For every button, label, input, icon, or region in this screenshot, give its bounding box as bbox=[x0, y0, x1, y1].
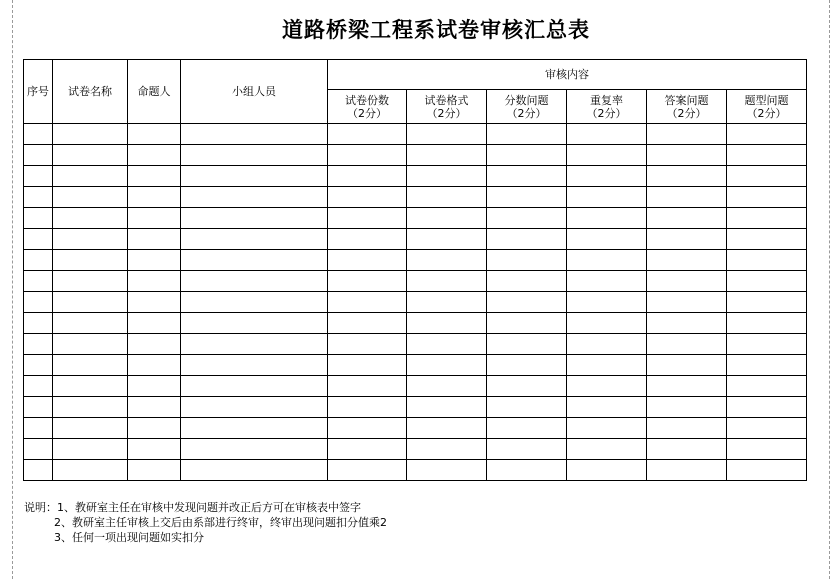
table-row bbox=[24, 271, 807, 292]
table-cell[interactable] bbox=[567, 376, 647, 397]
table-row bbox=[24, 250, 807, 271]
table-cell[interactable] bbox=[487, 376, 567, 397]
table-cell[interactable] bbox=[328, 355, 407, 376]
table-cell[interactable] bbox=[24, 313, 53, 334]
table-cell[interactable] bbox=[647, 418, 727, 439]
table-cell[interactable] bbox=[487, 355, 567, 376]
table-cell[interactable] bbox=[727, 271, 807, 292]
table-cell[interactable] bbox=[181, 292, 328, 313]
header-author[interactable]: 命题人 bbox=[128, 60, 181, 124]
table-cell[interactable] bbox=[24, 229, 53, 250]
table-cell[interactable] bbox=[567, 166, 647, 187]
table-cell[interactable] bbox=[181, 271, 328, 292]
table-cell[interactable] bbox=[24, 250, 53, 271]
table-cell[interactable] bbox=[407, 166, 487, 187]
table-cell[interactable] bbox=[128, 355, 181, 376]
table-cell[interactable] bbox=[128, 418, 181, 439]
table-cell[interactable] bbox=[53, 313, 128, 334]
table-cell[interactable] bbox=[567, 397, 647, 418]
criterion-label: 答案问题 bbox=[664, 93, 709, 107]
criterion-points: （2分） bbox=[426, 106, 467, 120]
table-cell[interactable] bbox=[181, 208, 328, 229]
table-cell[interactable] bbox=[24, 376, 53, 397]
page-title: 道路桥梁工程系试卷审核汇总表 bbox=[282, 18, 590, 42]
table-cell[interactable] bbox=[128, 397, 181, 418]
table-row bbox=[24, 355, 807, 376]
table-row bbox=[24, 145, 807, 166]
table-cell[interactable] bbox=[24, 418, 53, 439]
table-row bbox=[24, 313, 807, 334]
table-cell[interactable] bbox=[181, 250, 328, 271]
table-cell[interactable] bbox=[328, 250, 407, 271]
table-cell[interactable] bbox=[647, 166, 727, 187]
table-cell[interactable] bbox=[53, 439, 128, 460]
table-cell[interactable] bbox=[727, 229, 807, 250]
table-cell[interactable] bbox=[24, 334, 53, 355]
table-row bbox=[24, 229, 807, 250]
note-line-1: 说明：1、教研室主任在审核中发现问题并改正后方可在审核表中签字 bbox=[24, 501, 361, 514]
table-cell[interactable] bbox=[567, 439, 647, 460]
table-cell[interactable] bbox=[407, 124, 487, 145]
table-cell[interactable] bbox=[24, 208, 53, 229]
table-cell[interactable] bbox=[128, 124, 181, 145]
table-cell[interactable] bbox=[24, 292, 53, 313]
table-cell[interactable] bbox=[181, 229, 328, 250]
table-cell[interactable] bbox=[487, 397, 567, 418]
header-criterion[interactable] bbox=[567, 90, 647, 124]
table-row bbox=[24, 124, 807, 145]
table-cell[interactable] bbox=[407, 313, 487, 334]
table-cell[interactable] bbox=[647, 439, 727, 460]
table-cell[interactable] bbox=[181, 418, 328, 439]
table-cell[interactable] bbox=[407, 334, 487, 355]
table-cell[interactable] bbox=[567, 208, 647, 229]
table-cell[interactable] bbox=[647, 376, 727, 397]
table-cell[interactable] bbox=[647, 355, 727, 376]
table-cell[interactable] bbox=[487, 229, 567, 250]
table-cell[interactable] bbox=[727, 208, 807, 229]
table-cell[interactable] bbox=[181, 313, 328, 334]
criterion-label: 试卷格式 bbox=[424, 93, 469, 107]
criterion-label: 分数问题 bbox=[504, 93, 549, 107]
table-cell[interactable] bbox=[647, 124, 727, 145]
table-cell[interactable] bbox=[328, 124, 407, 145]
table-cell[interactable] bbox=[647, 292, 727, 313]
criterion-points: （2分） bbox=[666, 106, 707, 120]
table-cell[interactable] bbox=[727, 187, 807, 208]
table-cell[interactable] bbox=[647, 187, 727, 208]
table-cell[interactable] bbox=[567, 355, 647, 376]
table-cell[interactable] bbox=[181, 439, 328, 460]
table-cell[interactable] bbox=[53, 229, 128, 250]
table-cell[interactable] bbox=[328, 334, 407, 355]
criterion-label: 题型问题 bbox=[744, 93, 789, 107]
table-cell[interactable] bbox=[567, 418, 647, 439]
page-break-line-left bbox=[12, 0, 13, 579]
table-cell[interactable] bbox=[128, 313, 181, 334]
table-row bbox=[24, 376, 807, 397]
table-cell[interactable] bbox=[487, 271, 567, 292]
table-row bbox=[24, 334, 807, 355]
table-cell[interactable] bbox=[487, 418, 567, 439]
table-cell[interactable] bbox=[328, 145, 407, 166]
table-cell[interactable] bbox=[24, 439, 53, 460]
table-cell[interactable] bbox=[487, 292, 567, 313]
table-cell[interactable] bbox=[328, 166, 407, 187]
table-cell[interactable] bbox=[407, 145, 487, 166]
table-cell[interactable] bbox=[567, 271, 647, 292]
table-cell[interactable] bbox=[53, 124, 128, 145]
table-cell[interactable] bbox=[328, 208, 407, 229]
table-cell[interactable] bbox=[128, 334, 181, 355]
table-row bbox=[24, 187, 807, 208]
table-cell[interactable] bbox=[727, 334, 807, 355]
table-cell[interactable] bbox=[407, 208, 487, 229]
table-cell[interactable] bbox=[567, 187, 647, 208]
table-cell[interactable] bbox=[647, 460, 727, 481]
table-cell[interactable] bbox=[567, 334, 647, 355]
table-cell[interactable] bbox=[181, 460, 328, 481]
table-cell[interactable] bbox=[128, 376, 181, 397]
table-cell[interactable] bbox=[407, 292, 487, 313]
table-cell[interactable] bbox=[53, 145, 128, 166]
table-cell[interactable] bbox=[567, 313, 647, 334]
table-cell[interactable] bbox=[128, 229, 181, 250]
table-cell[interactable] bbox=[328, 397, 407, 418]
table-cell[interactable] bbox=[24, 460, 53, 481]
table-cell[interactable] bbox=[24, 187, 53, 208]
table-cell[interactable] bbox=[487, 313, 567, 334]
criterion-points: （2分） bbox=[746, 106, 787, 120]
table-cell[interactable] bbox=[181, 166, 328, 187]
table-cell[interactable] bbox=[407, 355, 487, 376]
header-criterion[interactable] bbox=[328, 90, 407, 124]
table-cell[interactable] bbox=[128, 292, 181, 313]
table-cell[interactable] bbox=[727, 355, 807, 376]
table-cell[interactable] bbox=[567, 229, 647, 250]
table-row bbox=[24, 460, 807, 481]
table-cell[interactable] bbox=[53, 271, 128, 292]
table-cell[interactable] bbox=[53, 250, 128, 271]
table-cell[interactable] bbox=[328, 271, 407, 292]
table-cell[interactable] bbox=[128, 439, 181, 460]
table-cell[interactable] bbox=[407, 187, 487, 208]
table-cell[interactable] bbox=[24, 145, 53, 166]
table-cell[interactable] bbox=[53, 460, 128, 481]
table-cell[interactable] bbox=[128, 460, 181, 481]
criterion-label: 重复率 bbox=[590, 93, 623, 107]
table-cell[interactable] bbox=[727, 250, 807, 271]
criterion-label: 试卷份数 bbox=[345, 93, 389, 107]
table-cell[interactable] bbox=[727, 124, 807, 145]
table-cell[interactable] bbox=[53, 355, 128, 376]
table-cell[interactable] bbox=[53, 376, 128, 397]
table-cell[interactable] bbox=[24, 166, 53, 187]
table-cell[interactable] bbox=[128, 166, 181, 187]
table-cell[interactable] bbox=[487, 460, 567, 481]
table-cell[interactable] bbox=[407, 397, 487, 418]
table-cell[interactable] bbox=[727, 292, 807, 313]
table-cell[interactable] bbox=[328, 229, 407, 250]
table-cell[interactable] bbox=[647, 313, 727, 334]
table-cell[interactable] bbox=[567, 250, 647, 271]
header-paper-name[interactable]: 试卷名称 bbox=[53, 60, 128, 124]
table-cell[interactable] bbox=[727, 376, 807, 397]
table-cell[interactable] bbox=[24, 397, 53, 418]
table-cell[interactable] bbox=[727, 397, 807, 418]
header-review-content[interactable]: 审核内容 bbox=[328, 60, 807, 90]
table-cell[interactable] bbox=[24, 355, 53, 376]
notes bbox=[24, 500, 387, 545]
header-seq[interactable]: 序号 bbox=[24, 60, 53, 124]
table-cell[interactable] bbox=[407, 418, 487, 439]
table-cell[interactable] bbox=[128, 145, 181, 166]
table-body bbox=[24, 124, 807, 481]
criterion-points: （2分） bbox=[586, 106, 627, 120]
table-cell[interactable] bbox=[128, 208, 181, 229]
table-cell[interactable] bbox=[647, 145, 727, 166]
table-cell[interactable] bbox=[328, 313, 407, 334]
table-cell[interactable] bbox=[487, 250, 567, 271]
table-cell[interactable] bbox=[53, 397, 128, 418]
table-cell[interactable] bbox=[407, 376, 487, 397]
table-cell[interactable] bbox=[181, 376, 328, 397]
table-cell[interactable] bbox=[487, 124, 567, 145]
table-cell[interactable] bbox=[24, 124, 53, 145]
header-criterion[interactable] bbox=[647, 90, 727, 124]
table-cell[interactable] bbox=[53, 166, 128, 187]
note-line-2: 2、教研室主任审核上交后由系部进行终审，终审出现问题扣分值乘2 bbox=[54, 516, 387, 529]
table-cell[interactable] bbox=[407, 250, 487, 271]
table-cell[interactable] bbox=[328, 460, 407, 481]
table-cell[interactable] bbox=[407, 271, 487, 292]
table-cell[interactable] bbox=[128, 187, 181, 208]
header-criterion[interactable] bbox=[487, 90, 567, 124]
table-cell[interactable] bbox=[487, 439, 567, 460]
table-cell[interactable] bbox=[328, 292, 407, 313]
table-cell[interactable] bbox=[407, 460, 487, 481]
table-cell[interactable] bbox=[53, 418, 128, 439]
table-cell[interactable] bbox=[647, 271, 727, 292]
header-members[interactable]: 小组人员 bbox=[181, 60, 328, 124]
table-cell[interactable] bbox=[53, 187, 128, 208]
table-cell[interactable] bbox=[727, 313, 807, 334]
criterion-points: （2分） bbox=[506, 106, 547, 120]
table-cell[interactable] bbox=[727, 439, 807, 460]
table-row bbox=[24, 166, 807, 187]
table-cell[interactable] bbox=[487, 187, 567, 208]
table-cell[interactable] bbox=[567, 292, 647, 313]
header-criterion[interactable] bbox=[727, 90, 807, 124]
table-cell[interactable] bbox=[567, 124, 647, 145]
header-criterion[interactable] bbox=[407, 90, 487, 124]
table-row bbox=[24, 208, 807, 229]
table-cell[interactable] bbox=[53, 208, 128, 229]
table-cell[interactable] bbox=[647, 397, 727, 418]
table-row bbox=[24, 439, 807, 460]
table-cell[interactable] bbox=[53, 334, 128, 355]
page-break-line-right bbox=[829, 0, 830, 579]
table-cell[interactable] bbox=[727, 418, 807, 439]
table-cell[interactable] bbox=[487, 145, 567, 166]
criterion-points: （2分） bbox=[347, 106, 387, 120]
table-cell[interactable] bbox=[567, 460, 647, 481]
table-cell[interactable] bbox=[328, 439, 407, 460]
table-cell[interactable] bbox=[181, 397, 328, 418]
table-cell[interactable] bbox=[181, 145, 328, 166]
table-cell[interactable] bbox=[181, 334, 328, 355]
table-cell[interactable] bbox=[328, 418, 407, 439]
table-cell[interactable] bbox=[328, 376, 407, 397]
table-cell[interactable] bbox=[647, 334, 727, 355]
note-line-3: 3、任何一项出现问题如实扣分 bbox=[54, 531, 204, 544]
table-cell[interactable] bbox=[487, 208, 567, 229]
table-cell[interactable] bbox=[487, 334, 567, 355]
table-cell[interactable] bbox=[487, 166, 567, 187]
table-cell[interactable] bbox=[727, 166, 807, 187]
table-cell[interactable] bbox=[727, 460, 807, 481]
table-row bbox=[24, 418, 807, 439]
table-cell[interactable] bbox=[181, 187, 328, 208]
table-cell[interactable] bbox=[328, 187, 407, 208]
table-cell[interactable] bbox=[24, 271, 53, 292]
review-summary-table bbox=[23, 59, 807, 481]
table-cell[interactable] bbox=[181, 124, 328, 145]
table-cell[interactable] bbox=[647, 250, 727, 271]
table-cell[interactable] bbox=[181, 355, 328, 376]
table-row bbox=[24, 397, 807, 418]
table-row bbox=[24, 292, 807, 313]
table-cell[interactable] bbox=[407, 439, 487, 460]
table-cell[interactable] bbox=[407, 229, 487, 250]
table-cell[interactable] bbox=[727, 145, 807, 166]
table-cell[interactable] bbox=[128, 250, 181, 271]
table-cell[interactable] bbox=[53, 292, 128, 313]
table-cell[interactable] bbox=[647, 229, 727, 250]
table-cell[interactable] bbox=[128, 271, 181, 292]
table-cell[interactable] bbox=[567, 145, 647, 166]
table-cell[interactable] bbox=[647, 208, 727, 229]
